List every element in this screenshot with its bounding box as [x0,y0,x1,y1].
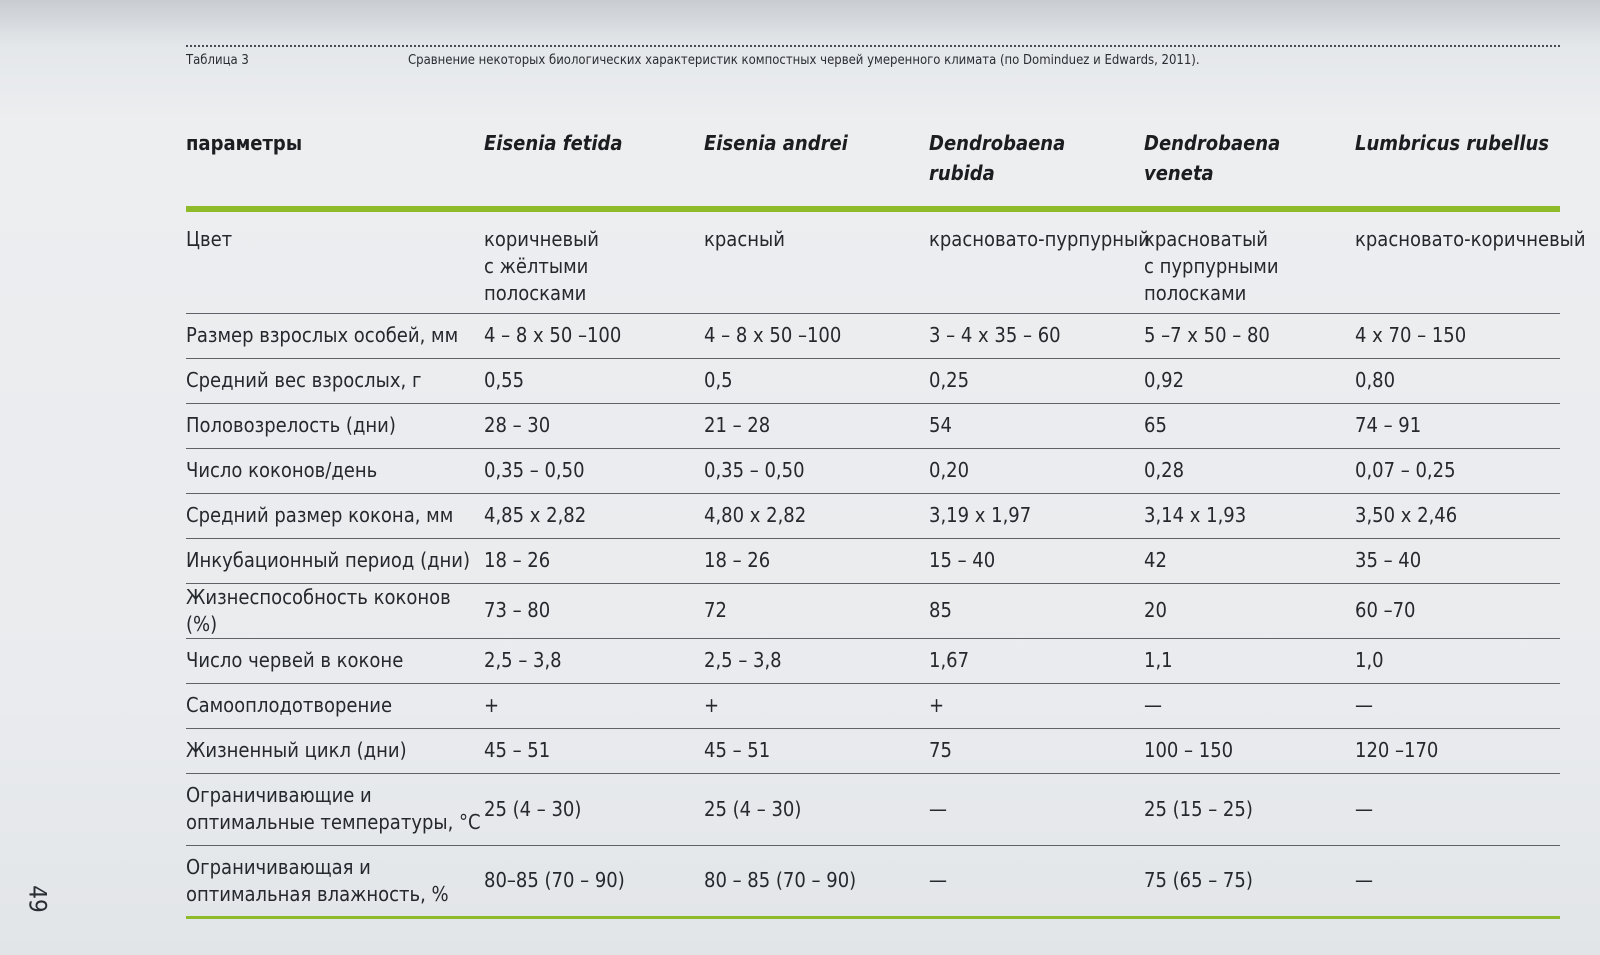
cell-text-line: Число коконов/день [186,458,378,482]
table-row [186,538,1560,583]
cell-text-line: 4 – 8 х 50 –100 [704,323,842,347]
value-cell [704,773,929,845]
cell-text-line: 1,0 [1355,648,1384,672]
value-cell [1355,448,1560,493]
value-cell [704,728,929,773]
cell-text-line: 3,50 х 2,46 [1355,503,1458,527]
cell-text-line: — [1355,796,1373,821]
value-cell [704,845,929,917]
header-species [929,118,1144,209]
header-parameters [186,118,484,209]
value-cell [484,493,704,538]
page-number: 49 [23,885,52,913]
cell-text-line: Eisenia fetida [484,131,623,155]
cell-text-line: 100 – 150 [1144,738,1234,762]
value-cell [1144,845,1355,917]
value-cell [704,209,929,313]
cell-text-line: 74 – 91 [1355,413,1422,437]
cell-text-line: 54 [929,413,952,437]
cell-text-line: 18 – 26 [704,548,771,572]
cell-text-line: 45 – 51 [484,738,551,762]
cell-text-line: 25 (4 – 30) [704,796,802,821]
header-species [1144,118,1355,209]
cell-text-line: параметры [186,131,303,155]
cell-text-line: с пурпурными [1144,254,1279,278]
table-row [186,845,1560,917]
value-cell [929,773,1144,845]
value-cell [484,773,704,845]
value-cell [1144,448,1355,493]
caption-dotted-rule [186,45,1560,47]
cell-text-line: Dendrobaena [929,131,1066,155]
value-cell [929,638,1144,683]
cell-text-line: полосками [484,281,587,305]
cell-text-line: 4 – 8 х 50 –100 [484,323,622,347]
cell-text-line: veneta [1144,161,1214,185]
cell-text-line: 80 – 85 (70 – 90) [704,868,857,892]
cell-text-line: 120 –170 [1355,738,1439,762]
cell-text-line: Lumbricus rubellus [1355,131,1550,155]
value-cell [484,448,704,493]
value-cell [484,358,704,403]
value-cell [1144,638,1355,683]
cell-text-line: 0,80 [1355,368,1396,392]
value-cell [704,358,929,403]
value-cell [929,358,1144,403]
cell-text-line: Ограничивающие и [186,783,372,807]
parameter-cell [186,773,484,845]
cell-text-line: 15 – 40 [929,548,996,572]
value-cell [1144,583,1355,638]
value-cell [484,583,704,638]
cell-text-line: — [1355,868,1373,892]
cell-text-line: оптимальная влажность, % [186,881,449,906]
cell-text-line: 0,5 [704,368,733,392]
cell-text-line: 80–85 (70 – 90) [484,868,625,892]
cell-text-line: 45 – 51 [704,738,771,762]
table-row [186,358,1560,403]
cell-text-line: 25 (15 – 25) [1144,796,1253,821]
table-row [186,638,1560,683]
table-row [186,683,1560,728]
value-cell [484,683,704,728]
value-cell [704,538,929,583]
cell-text-line: rubida [929,161,995,185]
value-cell [1144,493,1355,538]
cell-text-line: 1,67 [929,648,970,672]
table-row [186,583,1560,638]
parameter-cell [186,493,484,538]
value-cell [704,313,929,358]
value-cell [484,728,704,773]
cell-text-line: 73 – 80 [484,598,551,622]
cell-text-line: Самооплодотворение [186,693,393,717]
cell-text-line: 0,07 – 0,25 [1355,458,1456,482]
cell-text-line: 0,35 – 0,50 [704,458,805,482]
parameter-cell [186,448,484,493]
cell-text-line: 0,28 [1144,458,1185,482]
cell-text-line: 60 –70 [1355,598,1416,622]
value-cell [1355,683,1560,728]
cell-text-line: с жёлтыми [484,254,589,278]
header-species [1355,118,1560,209]
value-cell [929,683,1144,728]
cell-text-line: красноватый [1144,227,1268,251]
value-cell [929,493,1144,538]
value-cell [1355,403,1560,448]
cell-text-line: Жизненный цикл (дни) [186,738,407,762]
cell-text-line: Число червей в коконе [186,648,404,672]
cell-text-line: Ограничивающая и [186,854,371,879]
cell-text-line: Средний вес взрослых, г [186,368,422,392]
cell-text-line: 35 – 40 [1355,548,1422,572]
cell-text-line: 0,35 – 0,50 [484,458,585,482]
table-row [186,403,1560,448]
value-cell [704,683,929,728]
header-species [704,118,929,209]
cell-text-line: 0,20 [929,458,970,482]
value-cell [1144,773,1355,845]
parameter-cell [186,583,484,638]
cell-text-line: + [929,693,945,717]
cell-text-line: оптимальные температуры, °С [186,810,481,834]
cell-text-line: Половозрелость (дни) [186,413,396,437]
cell-text-line: 5 –7 х 50 – 80 [1144,323,1270,347]
value-cell [929,538,1144,583]
value-cell [484,638,704,683]
worm-comparison-table [186,118,1586,919]
cell-text-line: 3,14 х 1,93 [1144,503,1247,527]
cell-text-line: 0,55 [484,368,525,392]
cell-text-line: 4 х 70 – 150 [1355,323,1467,347]
parameter-cell [186,845,484,917]
value-cell [1355,358,1560,403]
cell-text-line: коричневый [484,227,599,251]
table-caption-label: Таблица 3 [186,53,249,68]
cell-text-line: красный [704,227,785,251]
value-cell [929,403,1144,448]
value-cell [704,448,929,493]
cell-text-line: 3,19 х 1,97 [929,503,1032,527]
cell-text-line: Средний размер кокона, мм [186,503,454,527]
value-cell [929,448,1144,493]
value-cell [704,638,929,683]
table-row [186,493,1560,538]
cell-text-line: 0,92 [1144,368,1185,392]
value-cell [1144,728,1355,773]
value-cell [1355,583,1560,638]
table-row [186,773,1560,845]
value-cell [484,538,704,583]
value-cell [1355,638,1560,683]
cell-text-line: 2,5 – 3,8 [484,648,562,672]
cell-text-line: 4,80 х 2,82 [704,503,807,527]
parameter-cell [186,538,484,583]
value-cell [929,728,1144,773]
cell-text-line: 75 [929,738,952,762]
cell-text-line: 85 [929,598,952,622]
value-cell [1355,728,1560,773]
parameter-cell [186,358,484,403]
value-cell [1144,538,1355,583]
value-cell [1355,493,1560,538]
value-cell [704,493,929,538]
value-cell [929,209,1150,313]
value-cell [484,209,704,313]
value-cell [1355,773,1560,845]
cell-text-line: 75 (65 – 75) [1144,868,1253,892]
cell-text-line: 1,1 [1144,648,1173,672]
value-cell [1144,403,1355,448]
cell-text-line: — [1355,693,1373,717]
value-cell [704,403,929,448]
value-cell [1355,313,1560,358]
cell-text-line: 4,85 х 2,82 [484,503,587,527]
value-cell [929,583,1144,638]
value-cell [704,583,929,638]
parameter-cell [186,403,484,448]
cell-text-line: 18 – 26 [484,548,551,572]
table-header [186,118,1560,209]
header-row [186,118,1560,209]
value-cell [1144,209,1355,313]
table-caption-text: Сравнение некоторых биологических характеристик компостных червей умеренного климата (по Dominduez и Edwards, 2011). [408,53,1200,68]
cell-text-line: 25 (4 – 30) [484,796,582,821]
cell-text-line: 3 – 4 х 35 – 60 [929,323,1061,347]
value-cell [929,313,1144,358]
cell-text-line: — [929,796,947,821]
cell-text-line: — [1144,693,1162,717]
cell-text-line: 20 [1144,598,1167,622]
cell-text-line: красновато-пурпурный [929,227,1150,251]
parameter-cell [186,683,484,728]
cell-text-line: 72 [704,598,727,622]
table-row [186,313,1560,358]
table-row [186,448,1560,493]
cell-text-line: Размер взрослых особей, мм [186,323,459,347]
cell-text-line: Dendrobaena [1144,131,1281,155]
cell-text-line: Инкубационный период (дни) [186,548,471,572]
cell-text-line: Жизнеспособность коконов (%) [186,584,451,636]
cell-text-line: Eisenia andrei [704,131,848,155]
cell-text-line: Цвет [186,227,233,251]
cell-text-line: 2,5 – 3,8 [704,648,782,672]
value-cell [484,313,704,358]
cell-text-line: 0,25 [929,368,970,392]
cell-text-line: + [484,693,500,717]
cell-text-line: красновато-коричневый [1355,227,1586,251]
header-species [484,118,704,209]
table-row [186,728,1560,773]
cell-text-line: 28 – 30 [484,413,551,437]
cell-text-line: 65 [1144,413,1167,437]
cell-text-line: — [929,868,947,892]
parameter-cell [186,638,484,683]
value-cell [1144,313,1355,358]
cell-text-line: + [704,693,720,717]
cell-text-line: 21 – 28 [704,413,771,437]
value-cell [1355,209,1586,313]
table-row [186,209,1560,313]
parameter-cell [186,313,484,358]
value-cell [1144,358,1355,403]
value-cell [484,845,704,917]
parameter-cell [186,209,484,313]
value-cell [1355,538,1560,583]
value-cell [484,403,704,448]
value-cell [1355,845,1560,917]
cell-text-line: полосками [1144,281,1247,305]
table-body [186,209,1586,917]
cell-text-line: 42 [1144,548,1167,572]
value-cell [1144,683,1355,728]
value-cell [929,845,1144,917]
parameter-cell [186,728,484,773]
